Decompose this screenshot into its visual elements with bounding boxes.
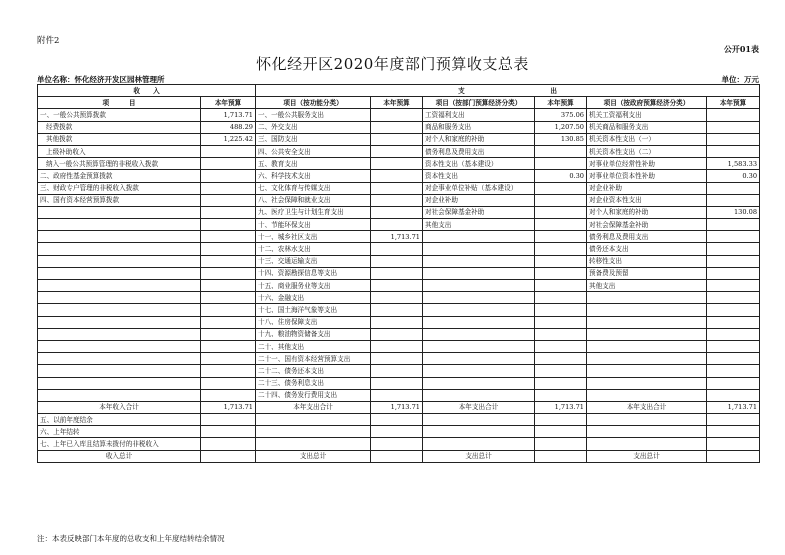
item-cell [587,365,707,377]
amount-cell [371,389,423,401]
amount-cell: 1,583.33 [707,158,760,170]
amount-cell: 375.06 [535,109,587,121]
amount-cell [707,121,760,133]
amount-cell [371,438,423,450]
amount-cell [535,219,587,231]
amount-cell [201,158,256,170]
item-cell [423,316,535,328]
item-cell: 债务利息及费用支出 [587,231,707,243]
attachment-label: 附件2 [37,36,60,46]
item-cell [587,316,707,328]
item-cell [38,353,201,365]
section-header-row [38,85,760,97]
item-cell [587,438,707,450]
amount-cell [371,182,423,194]
amount-cell [535,340,587,352]
item-cell: 二十、其他支出 [256,340,371,352]
amount-cell: 130.85 [535,133,587,145]
amount-cell [535,267,587,279]
item-cell: 支出总计 [587,450,707,462]
amount-cell [201,243,256,255]
item-cell [38,377,201,389]
item-cell: 对事业单位资本性补助 [587,170,707,182]
amount-cell [371,243,423,255]
amount-cell [201,450,256,462]
amount-cell [707,280,760,292]
table-row [38,133,760,145]
item-cell: 本年收入合计 [38,401,201,413]
amount-cell [371,133,423,145]
table-row [38,109,760,121]
item-cell: 三、国防支出 [256,133,371,145]
item-cell: 工资福利支出 [423,109,535,121]
amount-cell [201,414,256,426]
amount-cell [707,340,760,352]
item-cell [423,231,535,243]
item-cell [38,267,201,279]
table-row [38,438,760,450]
amount-cell: 1,713.71 [535,401,587,413]
amount-cell: 1,713.71 [707,401,760,413]
public-table-number: 公开01表 [723,44,759,54]
amount-cell [707,194,760,206]
amount-cell [707,133,760,145]
item-cell: 资本性支出 [423,170,535,182]
amount-cell [371,206,423,218]
item-cell [587,377,707,389]
unit-name: 单位名称：怀化经济开发区园林管理所 [37,75,165,84]
item-cell [423,267,535,279]
item-cell: 十八、住房保障支出 [256,316,371,328]
amount-cell [201,292,256,304]
item-cell: 二、政府性基金预算拨款 [38,170,201,182]
item-cell: 本年支出合计 [256,401,371,413]
item-cell: 机关商品和服务支出 [587,121,707,133]
amount-cell [201,170,256,182]
item-cell: 收入总计 [38,450,201,462]
amount-cell [201,426,256,438]
item-cell: 债务还本支出 [587,243,707,255]
amount-cell [371,426,423,438]
item-cell: 十三、交通运输支出 [256,255,371,267]
item-cell [587,340,707,352]
amount-cell [371,450,423,462]
amount-cell [371,414,423,426]
amount-cell [201,206,256,218]
item-cell: 十五、商业服务业等支出 [256,280,371,292]
item-cell: 十、节能环保支出 [256,219,371,231]
amount-cell: 1,713.71 [371,231,423,243]
item-cell [38,328,201,340]
item-cell: 资本性支出（基本建设） [423,158,535,170]
item-cell: 对企业补助 [423,194,535,206]
col-header: 项目（按部门预算经济分类） [423,97,535,109]
item-cell: 二十一、国有资本经营预算支出 [256,353,371,365]
amount-cell [535,414,587,426]
item-cell: 预备费及预留 [587,267,707,279]
amount-cell [707,365,760,377]
item-cell [423,377,535,389]
item-cell: 八、社会保障和就业支出 [256,194,371,206]
item-cell [587,328,707,340]
item-cell: 十一、城乡社区支出 [256,231,371,243]
item-cell: 对企事业单位补贴（基本建设） [423,182,535,194]
item-cell [38,280,201,292]
amount-cell [535,145,587,157]
item-cell: 对事业单位经常性补助 [587,158,707,170]
col-header: 本年预算 [201,97,256,109]
item-cell [38,219,201,231]
item-cell: 对社会保障基金补助 [423,206,535,218]
amount-cell [371,170,423,182]
col-header: 本年预算 [707,97,760,109]
amount-cell: 1,207.50 [535,121,587,133]
amount-cell [535,182,587,194]
amount-cell [707,414,760,426]
amount-cell [201,267,256,279]
item-cell [423,414,535,426]
table-body [38,109,760,462]
item-cell: 经费拨款 [38,121,201,133]
item-cell [38,292,201,304]
item-cell: 五、教育支出 [256,158,371,170]
table-row [38,316,760,328]
item-cell [38,340,201,352]
amount-cell [201,365,256,377]
table-row [38,328,760,340]
item-cell: 本年支出合计 [423,401,535,413]
item-cell: 二、外交支出 [256,121,371,133]
amount-cell: 130.08 [707,206,760,218]
amount-cell [371,353,423,365]
amount-cell [707,316,760,328]
item-cell [423,304,535,316]
item-cell [38,365,201,377]
item-cell: 纳入一般公共预算管理的非税收入拨款 [38,158,201,170]
amount-cell [371,158,423,170]
amount-cell: 1,225.42 [201,133,256,145]
item-cell [423,328,535,340]
amount-cell [707,328,760,340]
table-row [38,158,760,170]
item-cell [38,255,201,267]
table-row [38,450,760,462]
amount-cell [535,316,587,328]
amount-cell [201,182,256,194]
item-cell: 十七、国土海洋气象等支出 [256,304,371,316]
amount-cell [371,121,423,133]
table-row [38,206,760,218]
col-header: 项目（按政府预算经济分类） [587,97,707,109]
amount-cell [535,353,587,365]
amount-cell [707,426,760,438]
table-row [38,219,760,231]
item-cell [587,414,707,426]
amount-cell: 1,713.71 [201,109,256,121]
amount-cell [371,109,423,121]
item-cell: 其他拨款 [38,133,201,145]
amount-cell [535,231,587,243]
table-row [38,292,760,304]
col-header: 本年预算 [371,97,423,109]
amount-cell [371,267,423,279]
amount-cell [707,450,760,462]
item-cell: 十二、农林水支出 [256,243,371,255]
item-cell: 四、公共安全支出 [256,145,371,157]
amount-cell [371,377,423,389]
amount-cell [707,109,760,121]
amount-cell [535,206,587,218]
amount-cell [535,365,587,377]
table-row [38,255,760,267]
amount-cell [201,328,256,340]
item-cell: 三、财政专户管理的非税收入拨款 [38,182,201,194]
amount-cell [201,280,256,292]
table-row [38,377,760,389]
item-cell: 二十四、债务发行费用支出 [256,389,371,401]
amount-cell [535,304,587,316]
amount-cell [201,304,256,316]
amount-cell [201,340,256,352]
item-cell: 十九、粮油物资储备支出 [256,328,371,340]
item-cell: 其他支出 [423,219,535,231]
item-cell: 六、科学技术支出 [256,170,371,182]
amount-cell: 1,713.71 [371,401,423,413]
amount-cell [535,426,587,438]
amount-cell [707,353,760,365]
table-row [38,304,760,316]
table-row [38,170,760,182]
item-cell [423,255,535,267]
amount-cell: 0.30 [535,170,587,182]
item-cell: 债务利息及费用支出 [423,145,535,157]
amount-cell [535,255,587,267]
table-row [38,194,760,206]
amount-cell [707,145,760,157]
amount-cell [535,194,587,206]
amount-cell [371,340,423,352]
page-title: 怀化经开区2020年度部门预算收支总表 [256,55,529,73]
item-cell [423,280,535,292]
item-cell [38,231,201,243]
amount-cell [707,267,760,279]
item-cell [38,206,201,218]
item-cell: 六、上年结转 [38,426,201,438]
table-row [38,267,760,279]
amount-cell [201,316,256,328]
amount-cell [371,145,423,157]
amount-cell [707,182,760,194]
item-cell: 九、医疗卫生与计划生育支出 [256,206,371,218]
amount-cell [371,316,423,328]
amount-cell [371,365,423,377]
table-row [38,426,760,438]
col-header: 项 目 [38,97,201,109]
amount-cell: 488.29 [201,121,256,133]
item-cell [256,414,371,426]
item-cell [423,389,535,401]
money-unit: 单位：万元 [721,75,759,84]
table-row [38,389,760,401]
table-row [38,231,760,243]
amount-cell [201,219,256,231]
amount-cell [707,231,760,243]
amount-cell [707,389,760,401]
item-cell: 一、一般公共预算拨款 [38,109,201,121]
item-cell [423,353,535,365]
amount-cell [535,389,587,401]
amount-cell [707,243,760,255]
item-cell: 对企业补助 [587,182,707,194]
item-cell: 二十三、债务利息支出 [256,377,371,389]
amount-cell [201,255,256,267]
item-cell [38,243,201,255]
item-cell: 支出总计 [423,450,535,462]
item-cell: 其他支出 [587,280,707,292]
amount-cell [535,450,587,462]
item-cell: 支出总计 [256,450,371,462]
item-cell [38,316,201,328]
item-cell: 七、上年已入库且结算未拨付的非税收入 [38,438,201,450]
item-cell: 机关工资福利支出 [587,109,707,121]
amount-cell [371,255,423,267]
amount-cell [371,194,423,206]
amount-cell [371,304,423,316]
expense-section-header: 支 出 [256,85,760,97]
amount-cell [201,438,256,450]
item-cell: 对社会保障基金补助 [587,219,707,231]
item-cell [38,389,201,401]
amount-cell [535,328,587,340]
table-row [38,353,760,365]
item-cell: 十六、金融支出 [256,292,371,304]
amount-cell [535,377,587,389]
item-cell [423,243,535,255]
amount-cell [201,231,256,243]
column-header-row [38,97,760,109]
item-cell [256,426,371,438]
amount-cell [201,377,256,389]
table-row [38,121,760,133]
table-row [38,401,760,413]
amount-cell [535,158,587,170]
amount-cell [371,292,423,304]
col-header: 项目（按功能分类） [256,97,371,109]
income-section-header: 收 入 [38,85,256,97]
table-row [38,414,760,426]
amount-cell [707,377,760,389]
item-cell: 商品和服务支出 [423,121,535,133]
amount-cell [707,292,760,304]
item-cell: 对个人和家庭的补助 [587,206,707,218]
item-cell: 二十二、债务还本支出 [256,365,371,377]
table-row [38,243,760,255]
table-row [38,365,760,377]
item-cell [423,365,535,377]
col-header: 本年预算 [535,97,587,109]
item-cell: 十四、资源勘探信息等支出 [256,267,371,279]
footnote: 注：本表反映部门本年度的总收支和上年度结转结余情况 [37,534,225,543]
amount-cell [535,280,587,292]
item-cell [423,438,535,450]
amount-cell [201,353,256,365]
amount-cell [535,292,587,304]
item-cell [587,426,707,438]
amount-cell [707,219,760,231]
item-cell [423,340,535,352]
item-cell [587,353,707,365]
amount-cell [371,280,423,292]
amount-cell [371,219,423,231]
amount-cell [707,304,760,316]
table-row [38,340,760,352]
amount-cell [201,145,256,157]
item-cell: 本年支出合计 [587,401,707,413]
item-cell [423,426,535,438]
item-cell: 四、国有资本经营预算拨款 [38,194,201,206]
table-row [38,280,760,292]
table-row [38,182,760,194]
item-cell [256,438,371,450]
amount-cell [371,328,423,340]
item-cell [587,304,707,316]
item-cell: 机关资本性支出（二） [587,145,707,157]
amount-cell: 0.30 [707,170,760,182]
item-cell: 五、以前年度结余 [38,414,201,426]
amount-cell [201,194,256,206]
item-cell [423,292,535,304]
item-cell: 机关资本性支出（一） [587,133,707,145]
table-row [38,145,760,157]
amount-cell: 1,713.71 [201,401,256,413]
item-cell: 七、文化体育与传媒支出 [256,182,371,194]
item-cell: 一、一般公共服务支出 [256,109,371,121]
item-cell [38,304,201,316]
item-cell [587,292,707,304]
amount-cell [201,389,256,401]
item-cell: 对个人和家庭的补助 [423,133,535,145]
amount-cell [535,243,587,255]
amount-cell [535,438,587,450]
item-cell [587,389,707,401]
item-cell: 上级补助收入 [38,145,201,157]
item-cell: 转移性支出 [587,255,707,267]
amount-cell [707,438,760,450]
item-cell: 对企业资本性支出 [587,194,707,206]
budget-summary-table [37,84,760,463]
amount-cell [707,255,760,267]
